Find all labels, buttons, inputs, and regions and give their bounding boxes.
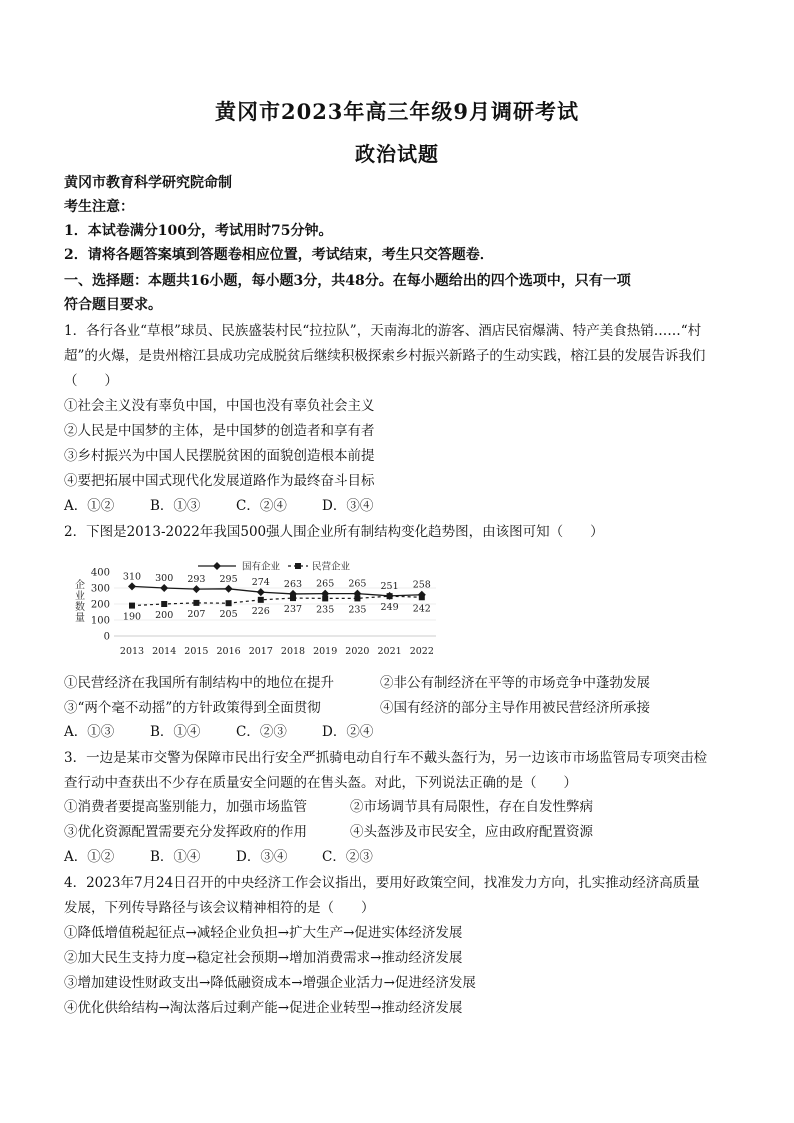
q1-choices	[64, 497, 744, 515]
data-label-state: 274	[251, 577, 270, 589]
q3-choices	[64, 848, 744, 866]
data-label-private: 226	[251, 605, 270, 617]
point-private	[193, 600, 199, 606]
x-tick-label: 2013	[119, 646, 145, 657]
q2-statement: ②非公有制经济在平等的市场竞争中蓬勃发展	[380, 675, 650, 691]
data-label-state: 263	[283, 578, 303, 590]
q3-statement: ②市场调节具有局限性，存在自发性弊病	[350, 799, 593, 815]
choice-b[interactable]: B．①④	[150, 849, 201, 865]
x-tick-label: 2019	[313, 646, 338, 657]
q1-statement: ①社会主义没有辜负中国，中国也没有辜负社会主义	[64, 398, 375, 414]
point-private	[161, 601, 167, 607]
q1-stem: 超”的火爆，是贵州榕江县成功完成脱贫后继续积极探索乡村振兴新路子的生动实践，榕江县的发展告诉我们	[64, 348, 706, 364]
data-label-state: 251	[380, 580, 399, 592]
choice-d[interactable]: D．③④	[322, 498, 374, 514]
point-private	[419, 594, 425, 600]
y-axis-label-char: 企	[75, 580, 85, 591]
q4-statement: ①降低增值税起征点→减轻企业负担→扩大生产→促进实体经济发展	[64, 925, 463, 941]
x-tick-label: 2022	[409, 646, 434, 657]
section-heading: 一、选择题：本题共16小题，每小题3分，共48分。在每小题给出的四个选项中，只有一项	[64, 273, 631, 289]
data-label-state: 295	[219, 573, 238, 585]
data-label-private: 242	[412, 603, 431, 615]
choice-b[interactable]: B．①④	[150, 724, 201, 740]
data-label-state: 300	[155, 573, 174, 584]
point-state	[128, 582, 136, 590]
y-axis-label-char: 业	[75, 591, 85, 602]
choice-a[interactable]: A．①②	[64, 498, 115, 514]
point-private	[258, 597, 264, 603]
section-heading: 符合题目要求。	[64, 297, 162, 313]
chart-series	[132, 586, 422, 605]
data-label-state: 265	[316, 578, 335, 590]
choice-d[interactable]: D．②④	[322, 724, 374, 740]
legend-label-state: 国有企业	[242, 561, 281, 573]
choice-c[interactable]: C．②③	[322, 849, 373, 865]
x-tick-label: 2015	[184, 646, 209, 657]
q2-stem: 2．下图是2013-2022年我国500强人围企业所有制结构变化趋势图，由该图可知（ ）	[64, 524, 604, 540]
x-axis	[120, 646, 434, 657]
exam-title: 黄冈市2023年高三年级9月调研考试	[214, 99, 580, 124]
y-tick-label: 300	[90, 583, 110, 595]
choice-b[interactable]: B．①③	[150, 498, 201, 514]
q3-stem: 查行动中查获出不少存在质量安全问题的在售头盔。对此，下列说法正确的是（ ）	[64, 775, 577, 791]
data-label-private: 207	[187, 608, 206, 620]
q1-statement: ④要把拓展中国式现代化发展道路作为最终奋斗目标	[64, 473, 375, 489]
q4-statement: ②加大民生支持力度→稳定社会预期→增加消费需求→推动经济发展	[64, 950, 463, 966]
q4-statement: ③增加建设性财政支出→降低融资成本→增强企业活力→促进经济发展	[64, 975, 476, 991]
choice-c[interactable]: C．②④	[236, 498, 287, 514]
q4-stem: 4．2023年7月24日召开的中央经济工作会议指出，要用好政策空间，找准发力方向，扎实推动经济高质量	[64, 875, 700, 891]
data-label-state: 310	[122, 571, 142, 583]
point-private	[226, 600, 232, 606]
y-axis	[75, 568, 110, 643]
y-axis-label-char: 量	[75, 613, 85, 624]
q1-statement: ②人民是中国梦的主体，是中国梦的创造者和享有者	[64, 423, 375, 439]
choice-d[interactable]: D．③④	[236, 849, 288, 865]
author-line: 黄冈市教育科学研究院命制	[64, 175, 232, 191]
y-tick-label: 0	[103, 631, 110, 643]
legend-marker-private	[295, 563, 301, 569]
choice-a[interactable]: A．①②	[64, 849, 115, 865]
point-state	[192, 585, 200, 593]
q1-statement: ③乡村振兴为中国人民摆脱贫困的面貌创造根本前提	[64, 448, 375, 464]
q2-choices	[64, 723, 744, 741]
x-tick-label: 2016	[216, 646, 241, 657]
q1-stem: （ ）	[64, 373, 118, 389]
data-label-state: 265	[348, 578, 367, 590]
point-private	[290, 595, 296, 601]
data-label-private: 237	[283, 604, 303, 616]
exam-subtitle: 政治试题	[355, 142, 439, 166]
chart-legend	[198, 561, 351, 573]
x-tick-label: 2020	[345, 646, 370, 657]
y-tick-label: 200	[90, 599, 110, 611]
point-state	[225, 585, 233, 593]
data-label-private: 200	[155, 610, 174, 621]
choice-a[interactable]: A．①③	[64, 724, 115, 740]
data-label-state: 258	[412, 579, 431, 591]
choice-c[interactable]: C．②③	[236, 724, 287, 740]
x-tick-label: 2021	[377, 646, 402, 657]
point-state	[257, 588, 265, 596]
q4-statement: ④优化供给结构→淘汰落后过剩产能→促进企业转型→推动经济发展	[64, 1000, 463, 1016]
q2-statement: ③“两个毫不动摇”的方针政策得到全面贯彻	[64, 700, 321, 716]
point-state	[160, 584, 168, 592]
q2-statement: ④国有经济的部分主导作用被民营经济所承接	[380, 700, 650, 716]
data-label-private: 249	[380, 602, 399, 614]
y-axis-label-char: 数	[75, 602, 85, 613]
data-label-private: 235	[348, 604, 367, 616]
data-label-private: 205	[219, 609, 238, 621]
point-private	[322, 595, 328, 601]
q1-stem: 1．各行各业“草根”球员、民族盛装村民“拉拉队”，天南海北的游客、酒店民宿爆满、特产美食热销……“村	[64, 323, 702, 339]
data-label-private: 235	[316, 604, 335, 616]
point-private	[387, 593, 393, 599]
q3-statement: ①消费者要提高鉴别能力，加强市场监管	[64, 799, 307, 815]
q2-statement: ①民营经济在我国所有制结构中的地位在提升	[64, 675, 334, 691]
ownership-line-chart	[66, 558, 446, 662]
legend-marker-state	[213, 562, 221, 570]
legend-label-private: 民营企业	[312, 561, 351, 573]
y-tick-label: 100	[90, 615, 110, 627]
data-label-private: 190	[122, 611, 142, 623]
notice-label: 考生注意：	[64, 199, 134, 215]
q3-statement: ③优化资源配置需要充分发挥政府的作用	[64, 824, 307, 840]
notice-item: 2．请将各题答案填到答题卷相应位置，考试结束，考生只交答题卷．	[64, 247, 494, 263]
q4-stem: 发展，下列传导路径与该会议精神相符的是（ ）	[64, 900, 375, 916]
y-tick-label: 400	[90, 567, 110, 579]
notice-item: 1．本试卷满分100分，考试用时75分钟。	[64, 223, 333, 239]
x-tick-label: 2014	[152, 646, 177, 657]
q3-statement: ④头盔涉及市民安全，应由政府配置资源	[350, 824, 593, 840]
data-label-state: 293	[187, 574, 206, 586]
point-private	[354, 595, 360, 601]
x-tick-label: 2017	[248, 646, 273, 657]
x-tick-label: 2018	[280, 646, 306, 657]
point-private	[129, 603, 135, 609]
q3-stem: 3．一边是某市交警为保障市民出行安全严抓骑电动自行车不戴头盔行为，另一边该市市场监管局专项突击检	[64, 750, 708, 766]
